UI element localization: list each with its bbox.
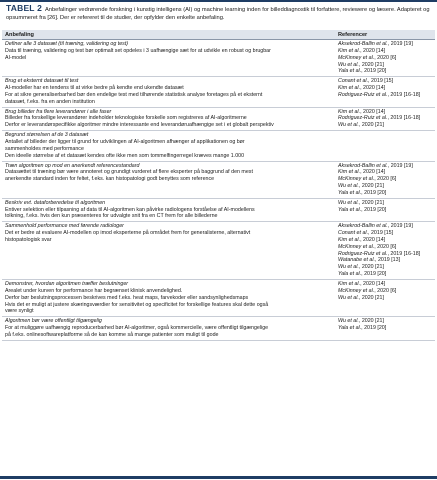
reference-authors: Wu et al.	[338, 122, 359, 129]
table-header	[2, 30, 435, 40]
recommendation-cell	[2, 78, 337, 105]
recommendation-cell	[2, 200, 337, 221]
recommendation-text: Arealet under kurven for performance har begrænset klinisk anvendelighed.	[5, 287, 183, 294]
reference-citation: , 2020 [6]	[374, 176, 397, 183]
reference-citation: , 2019 [16-18]	[387, 250, 421, 257]
reference-authors: Kim et al.	[338, 47, 361, 54]
reference-authors: Wu et al.	[338, 183, 359, 190]
recommendations-table	[2, 30, 435, 341]
reference-citation: , 2020 [21]	[358, 294, 384, 301]
top-rule	[0, 0, 437, 2]
reference-citation: , 2020 [21]	[358, 122, 384, 129]
reference-authors: Yala et al.	[338, 325, 362, 332]
table-row	[2, 317, 435, 341]
recommendation-text: AI-modeller har en tendens til at virke bedre på kendte end ukendte datasæt	[5, 85, 184, 92]
reference-authors: Rodriguez-Ruiz et al.	[338, 115, 388, 122]
table-row	[2, 40, 435, 77]
recommendation-title: Beskriv evt. dataforberedelse til algoritmen	[5, 199, 106, 206]
reference-authors: Rodriguez-Ruiz et al.	[338, 250, 388, 257]
reference-citation: , 2020 [6]	[374, 54, 397, 61]
recommendation-title: Træn algoritmen op mod en anerkendt referencestandard	[5, 162, 140, 169]
recommendation-text: være synligt	[5, 308, 34, 315]
references-cell	[337, 41, 435, 75]
recommendation-text: AI-model	[5, 54, 27, 61]
references-cell	[337, 78, 435, 105]
reference-entry	[338, 62, 435, 69]
reference-entry	[338, 200, 435, 207]
reference-entry	[338, 78, 435, 85]
reference-entry	[338, 115, 435, 122]
reference-citation: , 2019 [20]	[361, 325, 387, 332]
reference-entry	[338, 295, 435, 302]
recommendation-title: Sammenhold performance med førende radiologer	[5, 223, 124, 230]
recommendation-text: Datasættet til træning bør være annoteret og grundigt vurderet af flere eksperter på baggrund af den mest	[5, 169, 253, 176]
recommendation-text: Hvis det er muligt at justere skæringsværdier for sensitivitet og specificitet for forskellige features skal dette også	[5, 301, 269, 308]
reference-authors: Aksekrod-Ballin et al.	[338, 223, 388, 230]
table-row	[2, 108, 435, 132]
reference-citation: , 2020 [14]	[360, 108, 386, 115]
reference-entry	[338, 251, 435, 258]
reference-citation: , 2020 [14]	[360, 236, 386, 243]
recommendation-cell	[2, 41, 337, 75]
reference-citation: , 2020 [6]	[374, 287, 397, 294]
reference-authors: Kim et al.	[338, 108, 361, 115]
references-cell	[337, 132, 435, 159]
reference-authors: Wu et al.	[338, 294, 359, 301]
reference-citation: , 2019 [20]	[361, 68, 387, 75]
reference-entry	[338, 122, 435, 129]
reference-authors: Yala et al.	[338, 68, 362, 75]
table-label: TABEL 2	[6, 3, 43, 13]
reference-entry	[338, 85, 435, 92]
reference-citation: , 2019 [16-18]	[387, 91, 421, 98]
recommendation-text: Derfor er leverandørspecifikke algoritmer mindre interessante end leverandøruafhængige set i et globalt perspektiv	[5, 122, 274, 129]
reference-authors: Kim et al.	[338, 85, 361, 92]
reference-citation: , 2020 [14]	[360, 47, 386, 54]
reference-citation: , 2019 [16-18]	[387, 115, 421, 122]
recommendation-text: Entiver selektion eller tilpasning af data til AI-algoritmen kan påvirke radiologens forståelse af AI-modellens	[5, 206, 255, 213]
reference-citation: , 2019 [13]	[375, 257, 401, 264]
table-row	[2, 77, 435, 107]
recommendation-text: Den ideelle størrelse af et datasæt kendes ofte ikke men som tommelfingerregel kræves mange 1.000	[5, 152, 245, 159]
recommendation-title: Brug billeder fra flere leverandører i alle faser	[5, 108, 112, 115]
recommendation-cell	[2, 318, 337, 339]
reference-entry	[338, 48, 435, 55]
table-row	[2, 280, 435, 317]
reference-entry	[338, 176, 435, 183]
reference-entry	[338, 271, 435, 278]
reference-entry	[338, 325, 435, 332]
table-row	[2, 131, 435, 161]
references-cell	[337, 109, 435, 130]
reference-citation: , 2019 [15]	[368, 78, 394, 85]
reference-citation: , 2019 [19]	[387, 223, 413, 230]
recommendation-cell	[2, 163, 337, 197]
recommendation-text: sammenholdes med performance	[5, 145, 84, 152]
caption-text: Anbefalinger vedrørende forskning i kunstig intelligens (AI) og machine learning inden for billeddiagnostik til forfattere, reviewere og læsere. Adapteret og opsummeret fra [26]. Der er refereret til de studier, der opfylder den enkelte anbefaling.	[6, 7, 430, 21]
reference-entry	[338, 207, 435, 214]
recommendation-cell	[2, 132, 337, 159]
reference-citation: , 2020 [21]	[358, 318, 384, 325]
bottom-rule	[0, 476, 437, 479]
reference-citation: , 2020 [21]	[358, 264, 384, 271]
reference-authors: McKinney et al.	[338, 176, 375, 183]
reference-citation: , 2019 [20]	[361, 206, 387, 213]
reference-citation: , 2020 [14]	[360, 85, 386, 92]
recommendation-text: tolkning, f.eks. hvis den kun præsenteres for udvalgte snit fra en CT frem for alle billederne	[5, 213, 218, 220]
reference-authors: Rodriguez-Ruiz et al.	[338, 91, 388, 98]
recommendation-cell	[2, 281, 337, 315]
recommendation-text: på f.eks. onlinesoftwareplatforme så de kan komme så mange patienter som muligt til gode	[5, 331, 219, 338]
recommendation-text: datasæt, f.eks. fra en anden institution	[5, 98, 95, 105]
recommendation-text: For at sikre generaliserbarhed bør den endelige test med tilhørende statistisk analyse foretages på et eksternt	[5, 91, 263, 98]
recommendation-text: For at muliggøre uafhængig reproducerbarhed bør AI-algoritmer, også kommercielle, være offentligt tilgængelige	[5, 325, 269, 332]
references-cell	[337, 281, 435, 315]
references-cell	[337, 318, 435, 339]
reference-authors: Conant et al.	[338, 78, 369, 85]
table-row	[2, 162, 435, 199]
reference-authors: Wu et al.	[338, 264, 359, 271]
recommendation-text: Derfor bør beslutningsprocessen beskrives med f.eks. heat maps, farvekoder eller sandsynlighedsmaps	[5, 294, 249, 301]
reference-citation: , 2020 [21]	[358, 199, 384, 206]
reference-authors: Wu et al.	[338, 318, 359, 325]
reference-authors: Aksekrod-Ballin et al.	[338, 41, 388, 47]
reference-entry	[338, 230, 435, 237]
table-row	[2, 222, 435, 280]
recommendation-text: Antallet af billeder der ligger til grund for udviklingen af AI-algoritmen afhænger af applikationen og bør	[5, 138, 245, 145]
recommendation-text: Det er bedre at evaluere AI-modellen op imod eksperterne på området frem for generalisterne, alternativt	[5, 230, 251, 237]
header-anbefaling: Anbefaling	[5, 31, 34, 38]
reference-authors: Watanabe et al.	[338, 257, 376, 264]
reference-authors: Wu et al.	[338, 61, 359, 68]
reference-authors: Kim et al.	[338, 169, 361, 176]
table-row	[2, 199, 435, 223]
reference-authors: McKinney et al.	[338, 54, 375, 61]
recommendation-text: anerkendte standard inden for feltet, f.eks. kan histopatologi godt benyttes som reference	[5, 176, 215, 183]
reference-authors: Yala et al.	[338, 189, 362, 196]
reference-citation: , 2020 [14]	[360, 169, 386, 176]
reference-citation: , 2020 [21]	[358, 61, 384, 68]
reference-entry	[338, 264, 435, 271]
header-referencer: Referencer	[338, 31, 368, 38]
references-cell	[337, 200, 435, 221]
reference-entry	[338, 169, 435, 176]
reference-entry	[338, 41, 435, 48]
reference-citation: , 2019 [20]	[361, 189, 387, 196]
reference-citation: , 2019 [15]	[368, 230, 394, 237]
recommendation-cell	[2, 109, 337, 130]
reference-citation: , 2020 [21]	[358, 183, 384, 190]
recommendation-title: Algoritmen bør være offentligt tilgængelig	[5, 318, 102, 325]
reference-entry	[338, 223, 435, 230]
recommendation-text: Data til træning, validering og test bør optimalt set opdeles i 3 uafhængige sæt for at udvikle en robust og brugbar	[5, 47, 271, 54]
recommendation-title: Brug et eksternt datasæt til test	[5, 78, 79, 85]
reference-authors: Yala et al.	[338, 206, 362, 213]
recommendation-text: Billeder fra forskellige leverandører indeholder teknologiske forskelle som registreres af AI-algoritmerne	[5, 115, 247, 122]
reference-authors: Aksekrod-Ballin et al.	[338, 162, 388, 169]
reference-entry	[338, 257, 435, 264]
reference-entry	[338, 281, 435, 288]
reference-authors: McKinney et al.	[338, 243, 375, 250]
recommendation-text: histopatologisk svar	[5, 236, 52, 243]
reference-authors: Kim et al.	[338, 281, 361, 287]
reference-authors: Conant et al.	[338, 230, 369, 237]
references-cell	[337, 223, 435, 278]
recommendation-title: Demonstrer, hvordan algoritmen træffer beslutninger	[5, 281, 129, 287]
reference-entry	[338, 318, 435, 325]
table-body	[2, 40, 435, 341]
reference-authors: Kim et al.	[338, 236, 361, 243]
references-cell	[337, 163, 435, 197]
reference-citation: , 2019 [19]	[387, 162, 413, 169]
reference-entry	[338, 288, 435, 295]
reference-authors: McKinney et al.	[338, 287, 375, 294]
recommendation-title: Definer alle 3 datasæt (til træning, validering og test)	[5, 41, 129, 47]
reference-citation: , 2020 [6]	[374, 243, 397, 250]
reference-entry	[338, 68, 435, 75]
recommendation-title: Begrund størrelsen af de 3 datasæt	[5, 132, 89, 139]
reference-citation: , 2019 [19]	[387, 41, 413, 47]
reference-entry	[338, 183, 435, 190]
reference-entry	[338, 163, 435, 170]
table-caption	[6, 5, 434, 22]
reference-authors: Yala et al.	[338, 271, 362, 278]
reference-entry	[338, 109, 435, 116]
reference-entry	[338, 237, 435, 244]
reference-citation: , 2020 [14]	[360, 281, 386, 287]
reference-entry	[338, 55, 435, 62]
recommendation-cell	[2, 223, 337, 278]
reference-authors: Wu et al.	[338, 199, 359, 206]
reference-entry	[338, 92, 435, 99]
reference-entry	[338, 190, 435, 197]
reference-citation: , 2019 [20]	[361, 271, 387, 278]
reference-entry	[338, 244, 435, 251]
